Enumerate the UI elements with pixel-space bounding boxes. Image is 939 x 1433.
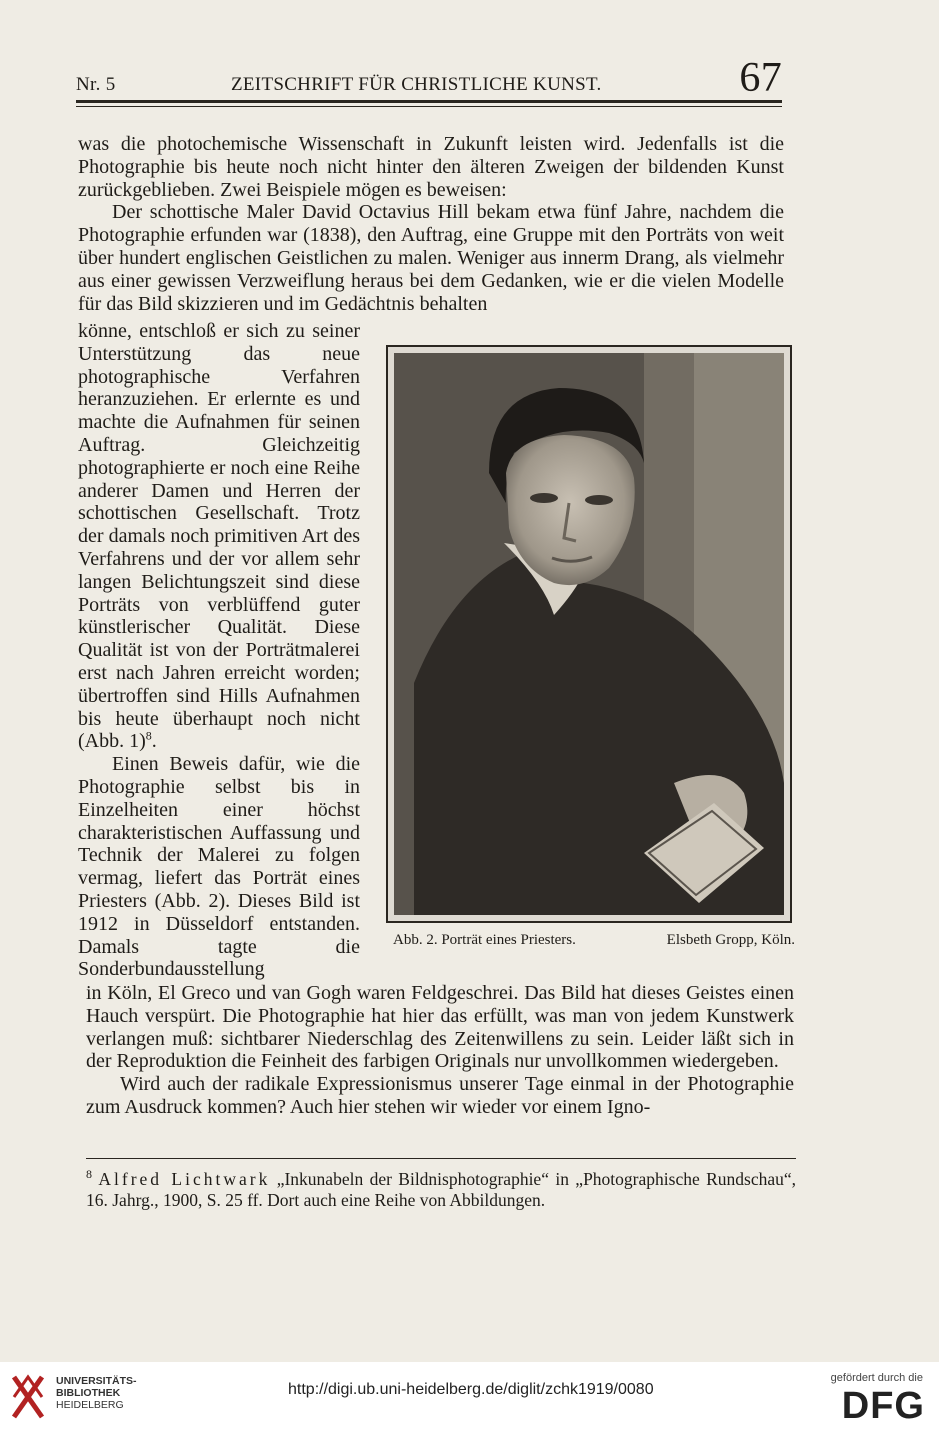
footnote-author: Alfred Lichtwark <box>98 1169 271 1189</box>
header-rule-thick <box>76 100 782 103</box>
paragraph-4: Wird auch der radikale Expressionismus unserer Tage einmal in der Photographie zum Ausdruck kommen? Auch hier stehen wir wieder vor einem Igno- <box>86 1073 794 1118</box>
header-rule-thin <box>76 106 782 107</box>
body-text-column <box>78 320 360 981</box>
footnote-marker: 8 <box>86 1167 92 1182</box>
footnote-rule <box>86 1158 796 1159</box>
paragraph-2-cont <box>78 320 360 753</box>
footnote-ref[interactable]: 8 <box>145 728 152 743</box>
issue-number: Nr. 5 <box>76 74 116 95</box>
journal-title: ZEITSCHRIFT FÜR CHRISTLICHE KUNST. <box>231 74 602 95</box>
footnote-text: „Inkunabeln der Bildnisphotographie“ in „Photographische Rundschau“, 16. Jahrg., 1900, S. 25 ff. Dort auch eine Reihe von Abbildungen. <box>86 1169 797 1210</box>
footnote <box>86 1169 796 1211</box>
body-text-top <box>78 133 784 315</box>
permalink-url[interactable]: http://digi.ub.uni-heidelberg.de/diglit/zchk1919/0080 <box>288 1381 654 1398</box>
running-header <box>76 55 782 101</box>
page-number: 67 <box>739 55 782 101</box>
university-library-logo-icon[interactable] <box>10 1373 46 1421</box>
university-library-name[interactable] <box>56 1375 137 1411</box>
paragraph-2-text: könne, entschloß er sich zu seiner Unterstützung das neue photographische Verfahren heranzuziehen. Er erlernte es und machte die Aufnahmen für seinen Auftrag. Gleichzeitig photographierte er noch eine Reihe anderer Damen und Herren der schottischen Gesellschaft. Trotz der damals noch primitiven Art des Verfahrens und der vor allem sehr langen Belichtungszeit sind diese Porträts von verblüffend guter künstlerischer Qualität. Diese Qualität ist von der Porträtmalerei erst nach Jahren erreicht worden; übertroffen sind Hills Aufnahmen bis heute überhaupt noch nicht (Abb. 1) <box>78 320 360 753</box>
caption-title: Abb. 2. Porträt eines Priesters. <box>393 932 576 948</box>
paragraph-2-end: . <box>151 730 157 753</box>
dfg-logo[interactable]: DFG <box>841 1385 925 1427</box>
body-text-bottom <box>86 982 794 1119</box>
caption-credit: Elsbeth Gropp, Köln. <box>666 932 795 948</box>
portrait-photo <box>394 353 784 915</box>
paragraph-3-cont: in Köln, El Greco und van Gogh waren Feldgeschrei. Das Bild hat dieses Geistes einen Hauch verspürt. Die Photographie hat hier das erfüllt, was man von jedem Kunstwerk verlangen muß: sichtbarer Niederschlag des Zeitenwillens zu sein. Leider läßt sich in der Reproduktion die Feinheit des farbigen Originals nur unvollkommen wiedergeben. <box>86 982 794 1073</box>
uni-line-1: UNIVERSITÄTS- <box>56 1375 137 1387</box>
footer-bar <box>0 1362 939 1433</box>
paragraph-3-start: Einen Beweis dafür, wie die Photographie selbst bis in Einzelheiten einer höchst charakteristischen Auffassung und Technik der Malerei zu folgen vermag, liefert das Porträt eines Priesters (Abb. 2). Dieses Bild ist 1912 in Düsseldorf entstanden. Damals tagte die Sonderbundausstellung <box>78 753 360 981</box>
paragraph-1: was die photochemische Wissenschaft in Zukunft leisten wird. Jedenfalls ist die Photographie bis heute noch nicht hinter den älteren Zweigen der bildenden Kunst zurückgeblieben. Zwei Beispiele mögen es beweisen: <box>78 133 784 201</box>
paragraph-2-start: Der schottische Maler David Octavius Hill bekam etwa fünf Jahre, nachdem die Photographie erfunden war (1838), den Auftrag, eine Gruppe mit den Porträts von weit über hundert englischen Geistlichen zu malen. Weniger aus innerm Drang, als vielmehr aus einer gewissen Verzweiflung heraus bei dem Gedanken, wie er die vielen Modelle für das Bild skizzieren und im Gedächtnis behalten <box>78 201 784 315</box>
uni-line-2: BIBLIOTHEK <box>56 1387 121 1399</box>
funded-by-label: gefördert durch die <box>830 1372 923 1384</box>
uni-line-3: HEIDELBERG <box>56 1399 124 1411</box>
figure-priest-portrait <box>386 345 792 923</box>
